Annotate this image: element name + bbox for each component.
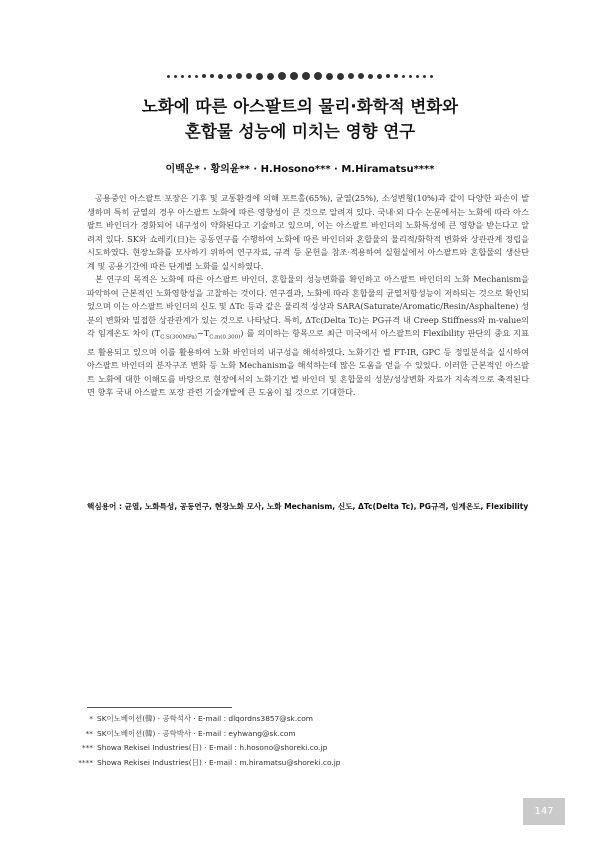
decorative-dot-divider [0,72,600,80]
divider-dot [167,75,170,78]
footnote-mark: * [89,714,93,723]
abstract-paragraph-2 [87,273,529,400]
title-line-2: 혼합물 성능에 미치는 영향 연구 [184,122,416,141]
abstract-dash: −T [196,328,210,339]
divider-dot [402,75,405,78]
footnotes [40,712,520,770]
page-number: 147 [523,798,565,825]
divider-dot [348,73,354,79]
divider-dot [423,75,426,78]
divider-dot [202,74,206,78]
subscript-cm: C.m(0.300) [209,335,241,342]
abstract-p2-part1: 본 연구의 목적은 노화에 따른 아스팔트 바인더, 혼합물의 성능변화를 확인하고 아스팔트 바인더의 노화 Mechanism을 파악하여 근본적인 노화영향성을 고찰하는 것이다. 연구결과, 노화에 따라 혼합물의 균열저항성능이 저하되는 것으로 확인되었으며 이는 아스팔트 바인더의 신도 및 ΔTc 등과 같은 물리적 성상과 SARA(Saturate/Aromatic/Resin/Asphaltene) 성분의 변화와 밀접한 상관관계가 있는 것으로 나타났다. 특히, ΔTc(Delta Tc)는 PG규격 내 Creep Stiffness와 m-value의 각 임계온도 차이 (T [87,274,529,339]
subscript-cs: C.S(300MPa) [160,335,197,342]
footnote-4 [40,756,520,771]
footnote-3 [40,741,520,756]
divider-dot [368,74,373,79]
divider-dot [326,73,333,80]
divider-dot [210,74,214,78]
divider-dot [416,75,419,78]
title-line-1: 노화에 따른 아스팔트의 물리·화학적 변화와 [141,97,459,116]
divider-dot [188,75,191,78]
footnote-text: Showa Rekisei Industries(日) · E-mail : m.hiramatsu@shoreki.co.jp [97,757,341,767]
divider-dot [430,75,433,78]
footnote-mark: *** [81,743,93,753]
abstract [87,192,529,400]
divider-dot [377,74,382,79]
page-title [40,94,560,144]
footnote-text: SK이노베이션(韓) · 공학석사 · E-mail : dlqordns3857@sk.com [97,714,313,723]
author-list: 이백운* · 황의윤** · H.Hosono*** · M.Hiramatsu**** [165,164,435,175]
divider-dot [236,73,242,79]
footnote-mark: ** [85,728,93,738]
abstract-paragraph-1: 공용중인 아스팔트 포장은 기후 및 교통환경에 의해 포트홀(65%), 균열(25%), 소성변형(10%)과 같이 다양한 파손이 발생하며 특히 균열의 경우 아스팔트 노화에 따른 영향성이 큰 것으로 알려져 있다. 국내·외 다수 논문에서는 노화에 따라 아스팔트 바인더가 경화되어 내구성이 약화된다고 기술하고 있으며, 이는 아스팔트 바인더의 노화특성에 큰 영향을 받는다고 알려져 있다. SK와 쇼레키(日)는 공동연구를 수행하여 노화에 따른 바인더와 혼합물의 물리적/화학적 변화와 상관관계 정립을 시도하였다. 현장노화를 모사하기 위하여 연구자료, 규격 등 문헌을 참조·적용하여 실험실에서 아스팔트와 혼합물의 생산단계 및 공용기간에 따른 단계별 노화를 실시하였다. [87,193,529,271]
divider-dot [174,75,177,78]
divider-dot [227,74,232,79]
divider-dot [337,73,344,80]
divider-dot [218,74,223,79]
footnote-divider [87,707,232,708]
divider-dot [195,75,198,78]
divider-dot [314,72,322,80]
footnote-text: Showa Rekisei Industries(日) · E-mail : h.hosono@shoreki.co.jp [97,743,328,753]
abstract-p2-part2: ) 를 의미하는 항목으로 최근 미국에서 아스팔트의 Flexibility 판단의 중요 지표로 활용되고 있으며 이를 활용하여 노화 바인더의 내구성을 해석하였다. 노화기간 별 FT-IR, GPC 등 정밀분석을 실시하여 아스팔트 바인더의 분자구조 변화 등 노화 Mechanism을 해석하는데 많은 도움을 얻을 수 있었다. 이러한 근본적인 아스팔트 노화에 대한 이해도를 바탕으로 현장에서의 노화기간 별 바인더 및 혼합물의 성분/성상변화 자료가 지속적으로 축적된다면 향후 국내 아스팔트 포장 관련 기술개발에 큰 도움이 될 것으로 기대한다. [87,328,530,398]
divider-dot [256,73,263,80]
divider-dot [358,73,364,79]
footnote-2 [40,727,520,742]
divider-dot [394,74,398,78]
footnote-1 [40,712,520,727]
divider-dot [278,72,286,80]
divider-dot [267,73,274,80]
footnote-text: SK이노베이션(韓) · 공학박사 · E-mail : eyhwang@sk.com [97,728,296,738]
divider-dot [386,74,390,78]
keywords: 핵심용어 : 균열, 노화특성, 공동연구, 현장노화 모사, 노화 Mechanism, 신도, ΔTc(Delta Tc), PG규격, 임계온도, Flexibility [87,502,529,511]
divider-dot [246,73,252,79]
divider-dot [409,75,412,78]
divider-dot [290,72,298,80]
footnote-mark: **** [78,757,93,767]
divider-dot [302,72,310,80]
divider-dot [181,75,184,78]
